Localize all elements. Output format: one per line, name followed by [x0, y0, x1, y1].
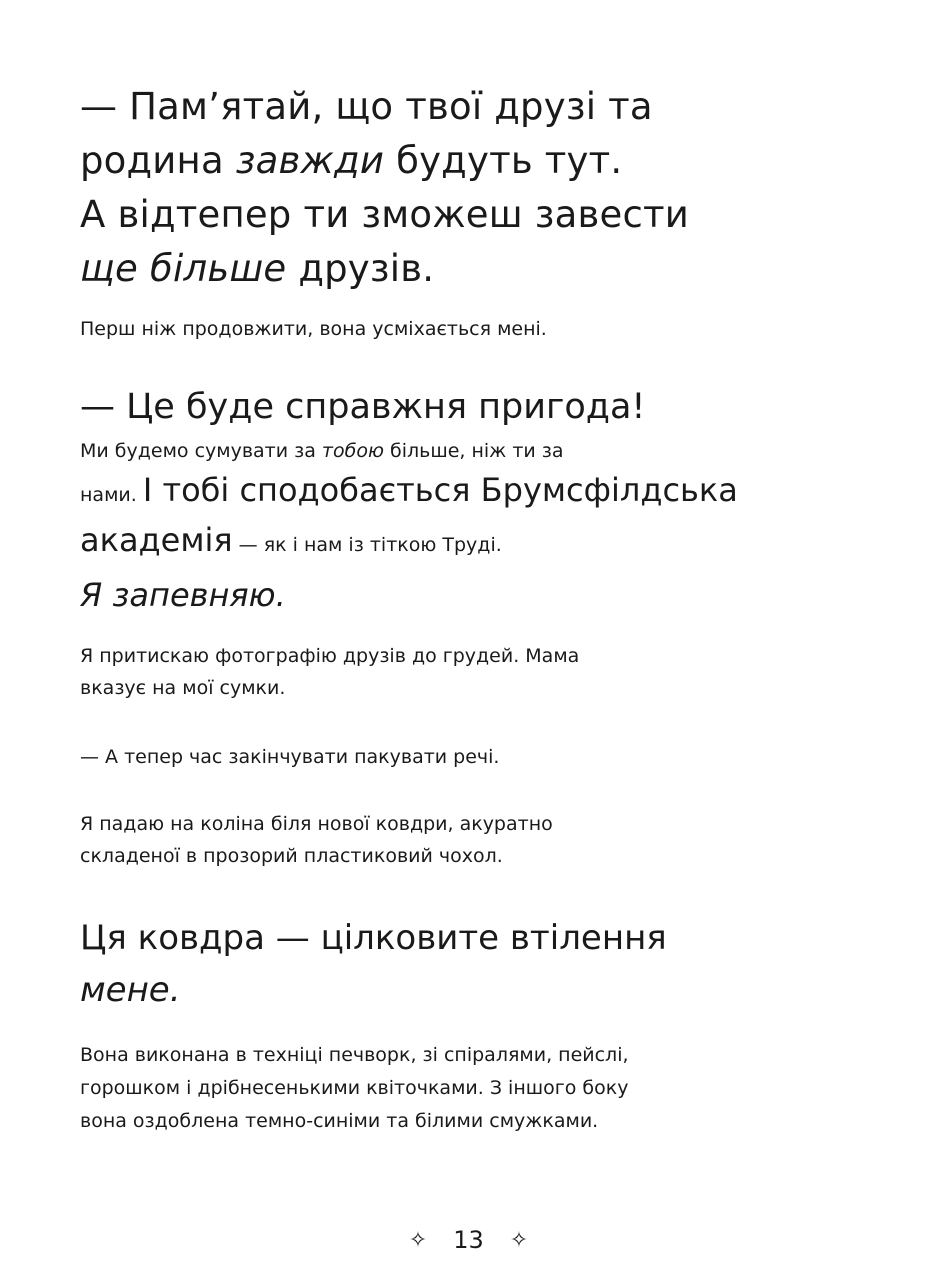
text-line: горошком і дрібнесенькими квіточками. З іншого боку — [80, 1077, 629, 1099]
narration-paragraph-2 — [80, 313, 547, 345]
statement-paragraph-7 — [80, 912, 667, 1016]
text-line: — А тепер час закінчувати пакувати речі. — [80, 746, 500, 768]
dialogue-paragraph-1 — [80, 80, 689, 296]
text-line: родина завжди будуть тут. — [80, 139, 623, 182]
text-line: ще більше друзів. — [80, 247, 435, 290]
text-line: академія — як і нам із тіткою Труді. — [80, 521, 502, 559]
emphasis: завжди — [235, 139, 385, 182]
text-line: нами. І тобі сподобається Брумсфілдська — [80, 471, 738, 509]
narration-paragraph-8 — [80, 1039, 629, 1138]
text-line: Я притискаю фотографію друзів до грудей. Мама — [80, 645, 580, 667]
emphasis: тобою — [321, 440, 384, 462]
dialogue-paragraph-5 — [80, 741, 499, 773]
sparkle-icon: ✧ — [408, 1228, 428, 1253]
page-number: 13 — [453, 1226, 484, 1254]
text-line: вказує на мої сумки. — [80, 677, 286, 699]
text-line: — Пам’ятай, що твої друзі та — [80, 85, 653, 128]
page-footer — [0, 1224, 937, 1257]
text-line: Я падаю на коліна біля нової ковдри, акуратно — [80, 813, 553, 835]
emphasis-line: Я запевняю. — [80, 576, 286, 614]
text-line: Вона виконана в техніці печворк, зі спіралями, пейслі, — [80, 1044, 629, 1066]
emphasis-line: мене. — [80, 970, 181, 1010]
narration-paragraph-6 — [80, 808, 553, 872]
text-line: складеної в прозорий пластиковий чохол. — [80, 845, 503, 867]
narration-paragraph-4 — [80, 640, 579, 704]
emphasis: ще більше — [80, 247, 287, 290]
text-line: Ми будемо сумувати за тобою більше, ніж ти за — [80, 440, 564, 462]
text-line: — Це буде справжня пригода! — [80, 387, 646, 427]
text-line: Ця ковдра — цілковите втілення — [80, 918, 667, 958]
text-line: вона оздоблена темно-синіми та білими смужками. — [80, 1110, 599, 1132]
text-line: А відтепер ти зможеш завести — [80, 193, 690, 236]
sparkle-icon: ✧ — [509, 1228, 529, 1253]
dialogue-paragraph-3 — [80, 380, 738, 622]
text-line: Перш ніж продовжити, вона усміхається мені. — [80, 318, 547, 340]
